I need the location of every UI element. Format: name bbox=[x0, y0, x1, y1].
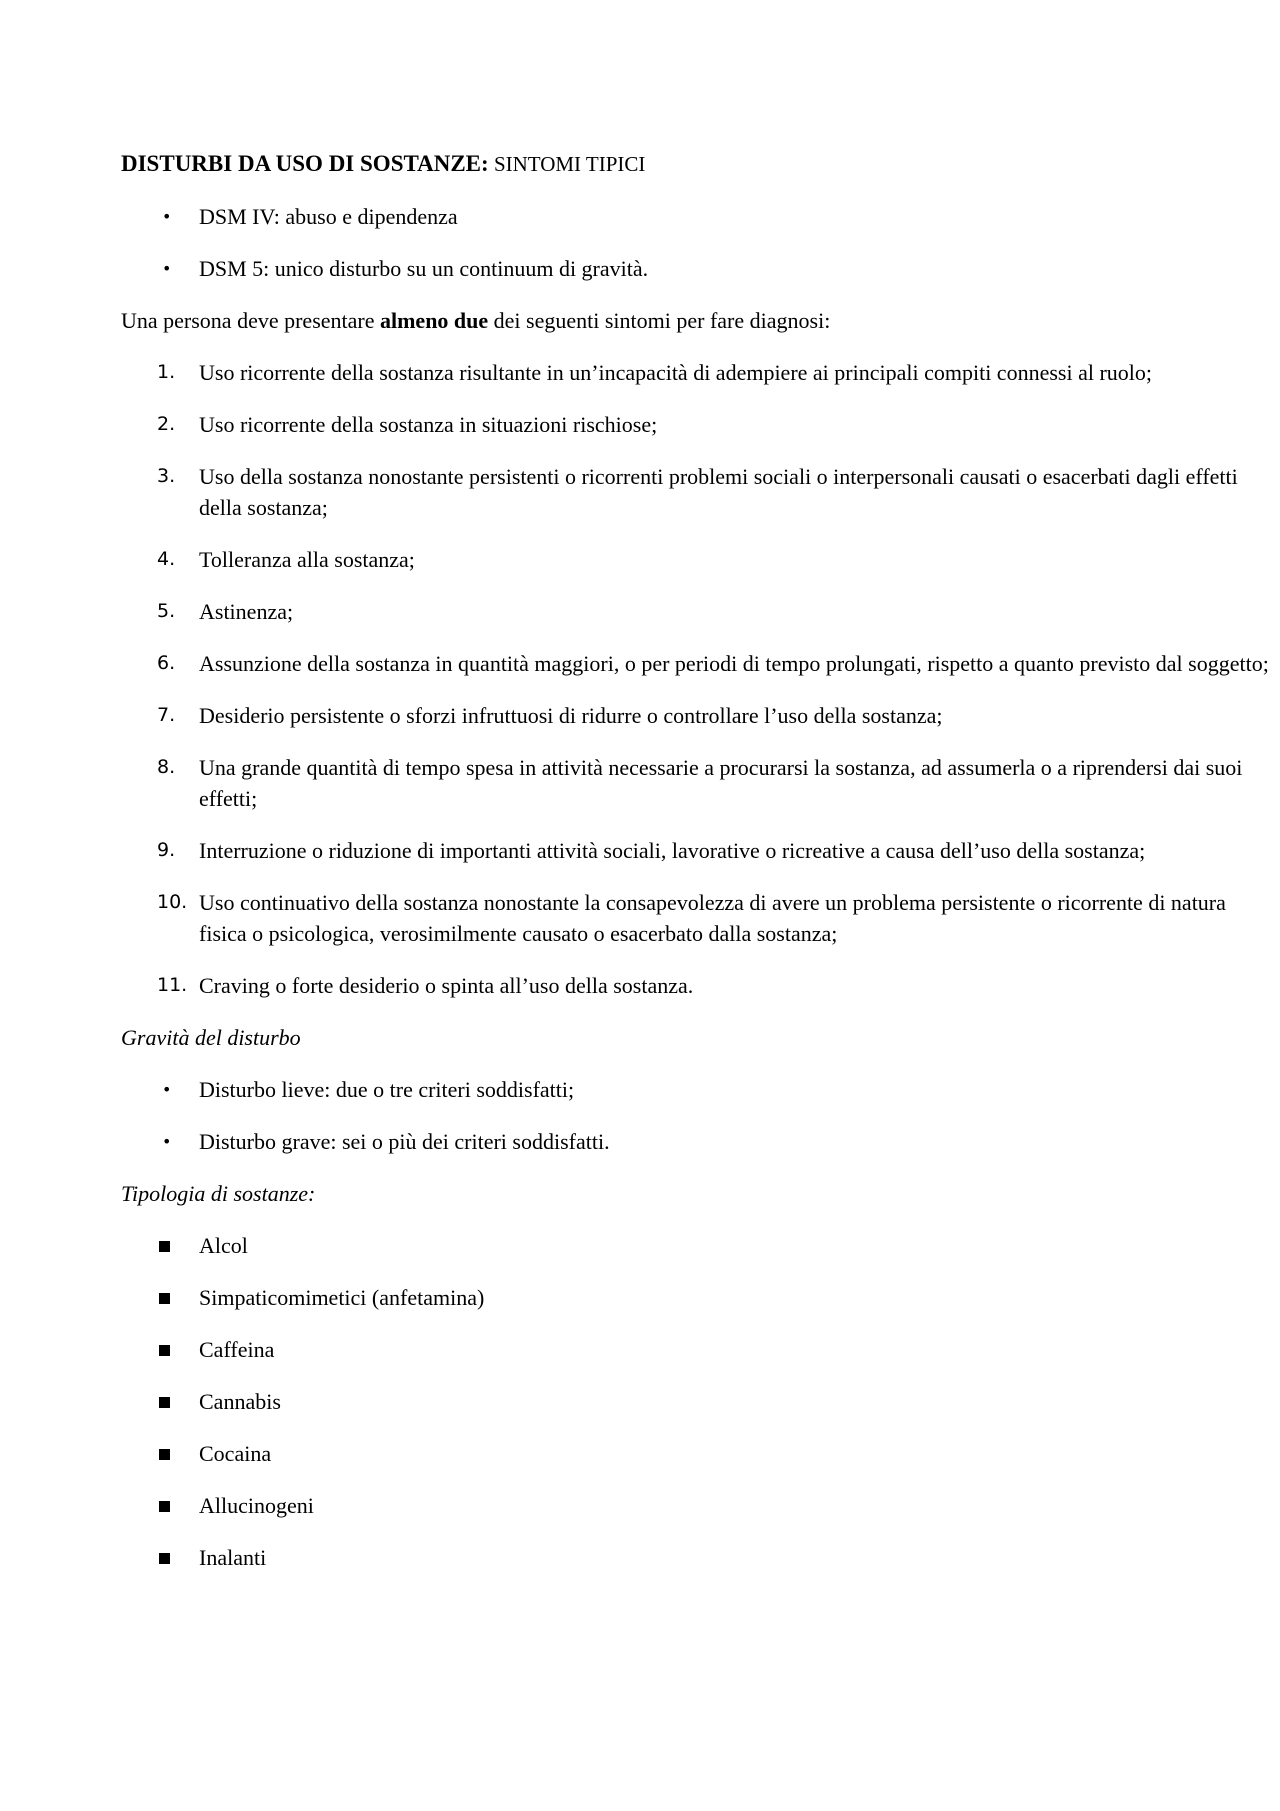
substance-text: Inalanti bbox=[199, 1545, 267, 1570]
substance-text: Cannabis bbox=[199, 1389, 281, 1414]
symptom-text: Una grande quantità di tempo spesa in attività necessarie a procurarsi la sostanza, ad assumerla o a riprendersi dai suoi effetti; bbox=[199, 755, 1243, 811]
substance-text: Simpaticomimetici (anfetamina) bbox=[199, 1285, 485, 1310]
substance-item bbox=[121, 1490, 1269, 1521]
square-bullet-icon bbox=[159, 1241, 170, 1252]
document-body bbox=[121, 148, 1269, 1594]
substances-list bbox=[121, 1230, 1161, 1573]
heading-subtitle: SINTOMI TIPICI bbox=[488, 152, 646, 176]
symptom-text: Interruzione o riduzione di importanti attività sociali, lavorative o ricreative a causa dell’uso della sostanza; bbox=[199, 838, 1146, 863]
severity-list bbox=[121, 1074, 1161, 1157]
substances-title: Tipologia di sostanze: bbox=[121, 1181, 316, 1206]
section-heading bbox=[121, 148, 1161, 180]
symptom-text: Uso della sostanza nonostante persistenti o ricorrenti problemi sociali o interpersonali causati o esacerbati dagli effetti della sostanza; bbox=[199, 464, 1238, 520]
symptom-text: Uso continuativo della sostanza nonostante la consapevolezza di avere un problema persistente o ricorrente di natura fisica o psicologica, verosimilmente causato o esacerbato dalla sostanza; bbox=[199, 890, 1226, 946]
list-item-text: Disturbo lieve: due o tre criteri soddisfatti; bbox=[199, 1077, 575, 1102]
square-bullet-icon bbox=[159, 1293, 170, 1304]
symptom-item bbox=[121, 648, 1269, 679]
symptom-number: 9. bbox=[157, 839, 176, 861]
symptom-number: 4. bbox=[157, 548, 176, 570]
square-bullet-icon bbox=[159, 1345, 170, 1356]
symptom-text: Astinenza; bbox=[199, 599, 294, 624]
square-bullet-icon bbox=[159, 1397, 170, 1408]
list-item-text: DSM IV: abuso e dipendenza bbox=[199, 204, 458, 229]
symptom-number: 11. bbox=[157, 974, 188, 996]
list-item bbox=[121, 201, 1269, 232]
substance-item bbox=[121, 1230, 1269, 1261]
bullet-marker: • bbox=[162, 1080, 172, 1099]
substance-item bbox=[121, 1282, 1269, 1313]
square-bullet-icon bbox=[159, 1553, 170, 1564]
list-item bbox=[121, 1074, 1269, 1105]
symptom-item bbox=[121, 887, 1269, 949]
bullet-marker: • bbox=[162, 1132, 172, 1151]
square-bullet-icon bbox=[159, 1449, 170, 1460]
dsm-list bbox=[121, 201, 1161, 284]
list-item-text: Disturbo grave: sei o più dei criteri soddisfatti. bbox=[199, 1129, 610, 1154]
square-bullet-icon bbox=[159, 1501, 170, 1512]
symptom-number: 1. bbox=[157, 361, 176, 383]
substance-text: Allucinogeni bbox=[199, 1493, 314, 1518]
symptom-item bbox=[121, 409, 1269, 440]
intro-paragraph bbox=[121, 305, 1161, 336]
bullet-marker: • bbox=[162, 207, 172, 226]
intro-bold: almeno due bbox=[379, 308, 489, 333]
symptom-number: 7. bbox=[157, 704, 176, 726]
intro-after: dei seguenti sintomi per fare diagnosi: bbox=[488, 308, 831, 333]
symptom-item bbox=[121, 461, 1269, 523]
symptom-number: 6. bbox=[157, 652, 176, 674]
symptoms-list bbox=[121, 357, 1269, 1001]
symptom-item bbox=[121, 596, 1269, 627]
substance-text: Cocaina bbox=[199, 1441, 272, 1466]
substance-text: Alcol bbox=[199, 1233, 248, 1258]
heading-bold: DISTURBI DA USO DI SOSTANZE: bbox=[121, 151, 489, 176]
symptom-item bbox=[121, 752, 1269, 814]
substance-item bbox=[121, 1386, 1269, 1417]
list-item bbox=[121, 1126, 1269, 1157]
substance-item bbox=[121, 1438, 1269, 1469]
symptom-item bbox=[121, 544, 1269, 575]
symptom-item bbox=[121, 700, 1269, 731]
symptom-number: 5. bbox=[157, 600, 176, 622]
bullet-marker: • bbox=[162, 259, 172, 278]
symptom-text: Uso ricorrente della sostanza in situazioni rischiose; bbox=[199, 412, 658, 437]
substance-item bbox=[121, 1334, 1269, 1365]
intro-before: Una persona deve presentare bbox=[121, 308, 380, 333]
substance-text: Caffeina bbox=[199, 1337, 275, 1362]
symptom-number: 2. bbox=[157, 413, 176, 435]
symptom-text: Desiderio persistente o sforzi infruttuosi di ridurre o controllare l’uso della sostanza; bbox=[199, 703, 943, 728]
symptom-number: 10. bbox=[157, 891, 188, 913]
symptom-text: Assunzione della sostanza in quantità maggiori, o per periodi di tempo prolungati, rispetto a quanto previsto dal soggetto; bbox=[199, 651, 1269, 676]
symptom-text: Uso ricorrente della sostanza risultante in un’incapacità di adempiere ai principali compiti connessi al ruolo; bbox=[199, 360, 1153, 385]
symptom-number: 3. bbox=[157, 465, 176, 487]
symptom-item bbox=[121, 970, 1269, 1001]
symptom-number: 8. bbox=[157, 756, 176, 778]
symptom-text: Tolleranza alla sostanza; bbox=[199, 547, 415, 572]
symptom-item bbox=[121, 835, 1269, 866]
list-item bbox=[121, 253, 1269, 284]
symptom-text: Craving o forte desiderio o spinta all’uso della sostanza. bbox=[199, 973, 694, 998]
list-item-text: DSM 5: unico disturbo su un continuum di gravità. bbox=[199, 256, 649, 281]
symptom-item bbox=[121, 357, 1269, 388]
severity-title: Gravità del disturbo bbox=[121, 1025, 301, 1050]
substance-item bbox=[121, 1542, 1269, 1573]
